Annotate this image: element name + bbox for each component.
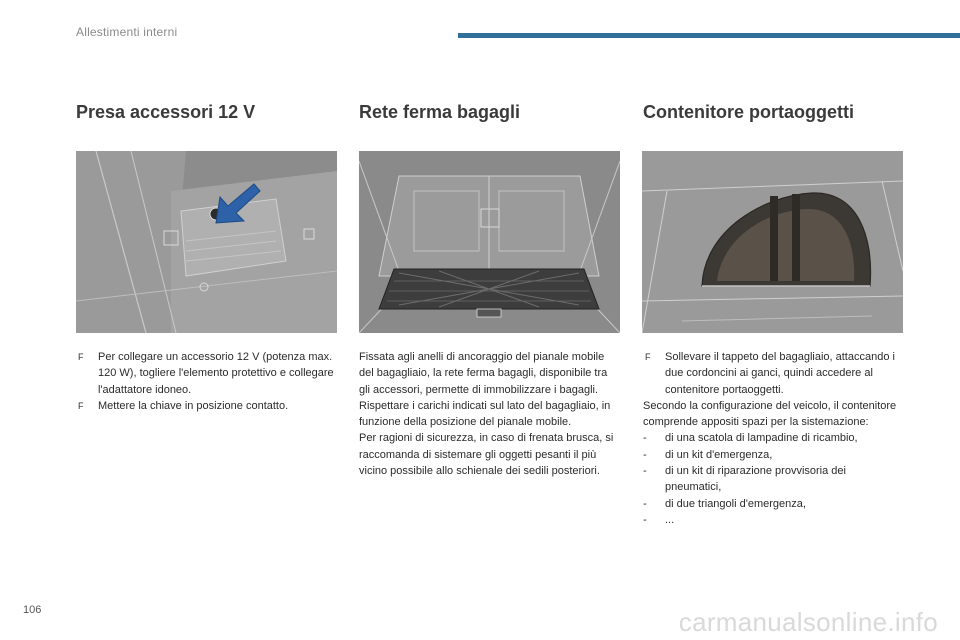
bullet-marker: F — [78, 400, 84, 411]
net-description: Fissata agli anelli di ancoraggio del pianale mobile del bagagliaio, la rete ferma bagagli, disponibile tra gli accessori, permette di immobilizzare i bagagli. — [359, 351, 608, 396]
watermark: carmanualsonline.info — [678, 607, 938, 637]
section-title-cargo-net: Rete ferma bagagli — [359, 102, 521, 122]
bullet-marker: F — [78, 352, 84, 362]
storage-list-item: - di una scatola di lampadine di ricambio, — [643, 432, 858, 445]
cargo-12v-socket-photo — [76, 151, 337, 333]
net-safety-note: Per ragioni di sicurezza, in caso di frenata brusca, si raccomanda di sistemare gli oggetti pesanti il più vicino possibile allo schienale dei sedili posteriori. — [359, 432, 614, 478]
bullet-marker: F — [645, 352, 651, 362]
header-accent-bar — [458, 33, 960, 38]
storage-list-item: - di due triangoli d'emergenza, — [643, 497, 806, 510]
storage-instruction-1: F Sollevare il tappeto del bagagliaio, attaccando i due cordoncini ai ganci, quindi accedere al contenitore portaoggetti. — [645, 351, 895, 396]
socket-instruction-1: F Per collegare un accessorio 12 V (potenza max. 120 W), togliere l'elemento protettivo e collegare l'adattatore idoneo. — [78, 351, 334, 396]
storage-list-item: - ... — [643, 513, 675, 526]
cargo-net-photo — [359, 151, 620, 333]
net-load-note: Rispettare i carichi indicati sul lato del bagagliaio, in funzione della posizione del pianale mobile. — [359, 399, 611, 429]
section-title-storage-compartment: Contenitore portaoggetti — [643, 102, 854, 122]
header-title: Allestimenti interni — [76, 25, 178, 39]
section-title-12v-socket: Presa accessori 12 V — [76, 102, 256, 122]
page-number: 106 — [23, 604, 42, 616]
socket-instruction-2: F Mettere la chiave in posizione contatto. — [76, 398, 338, 414]
storage-intro: Secondo la configurazione del veicolo, il contenitore comprende appositi spazi per la sistemazione: — [643, 399, 897, 429]
storage-list-item: - di un kit di riparazione provvisoria dei pneumatici, — [643, 465, 846, 494]
storage-compartment-photo — [642, 151, 903, 333]
storage-list-item: - di un kit d'emergenza, — [643, 448, 773, 461]
